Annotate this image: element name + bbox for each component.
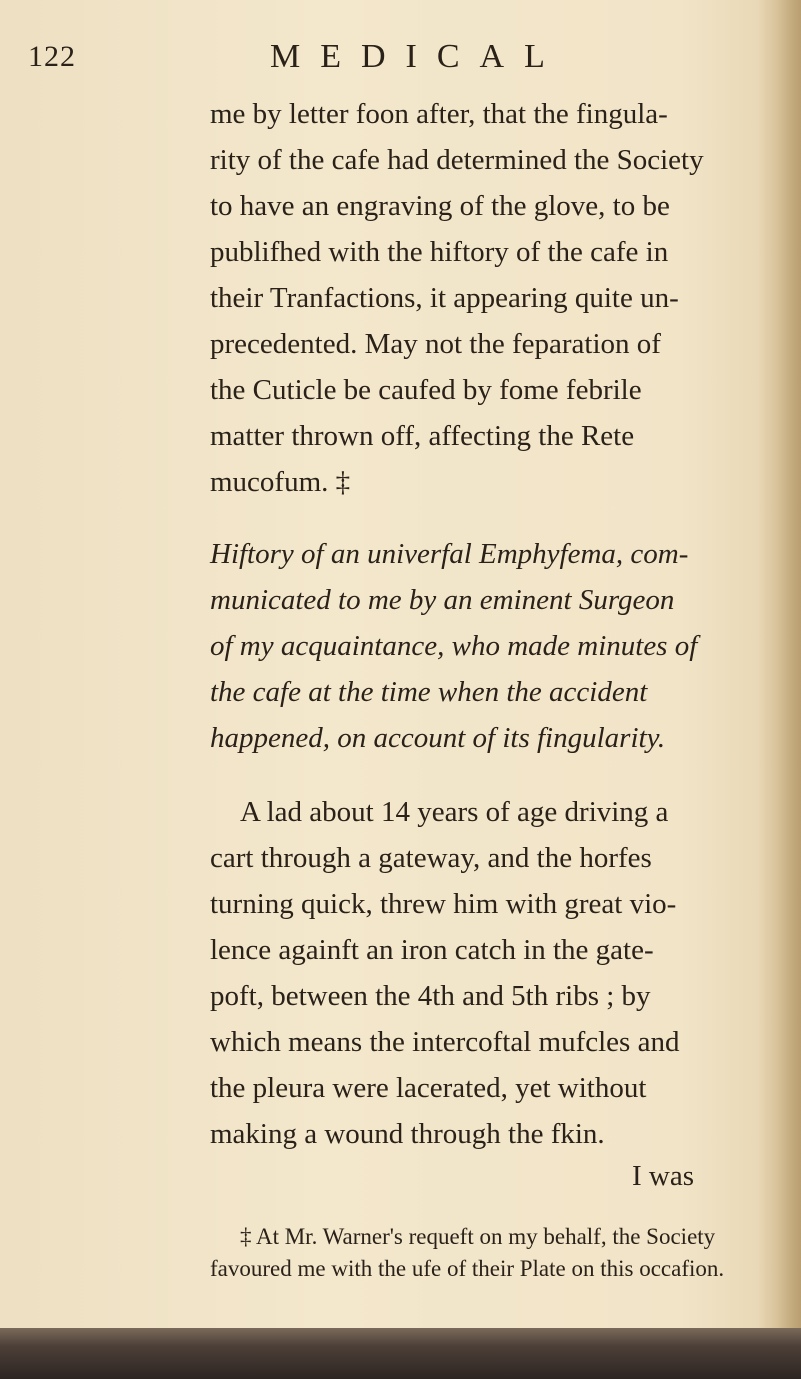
heading-line: the cafe at the time when the accident — [210, 676, 648, 708]
text-line: rity of the cafe had determined the Society — [210, 144, 704, 176]
text-line: their Tranfactions, it appearing quite un- — [210, 282, 679, 314]
heading-line: Hiftory of an univerfal Emphyfema, com- — [210, 538, 689, 570]
text-line: me by letter foon after, that the fingula- — [210, 98, 668, 130]
text-line: A lad about 14 years of age driving a — [240, 796, 669, 828]
page-bottom-edge — [0, 1328, 801, 1379]
heading-line: municated to me by an eminent Surgeon — [210, 584, 675, 616]
text-line: poft, between the 4th and 5th ribs ; by — [210, 980, 651, 1012]
text-line: publifhed with the hiftory of the cafe in — [210, 236, 669, 268]
text-line: lence againft an iron catch in the gate- — [210, 934, 654, 966]
text-line: to have an engraving of the glove, to be — [210, 190, 670, 222]
page-gutter — [759, 0, 801, 1379]
running-head: MEDICAL — [270, 38, 565, 75]
footnote-line: ‡ At Mr. Warner's requeft on my behalf, the Society — [240, 1224, 716, 1249]
footnote-line: favoured me with the ufe of their Plate on this occafion. — [210, 1256, 725, 1281]
text-line: matter thrown off, affecting the Rete — [210, 420, 635, 452]
text-line: precedented. May not the feparation of — [210, 328, 661, 360]
text-line: cart through a gateway, and the horfes — [210, 842, 652, 874]
text-line: mucofum. ‡ — [210, 466, 351, 498]
text-line: making a wound through the fkin. — [210, 1118, 605, 1150]
text-line: the Cuticle be caufed by fome febrile — [210, 374, 642, 406]
heading-line: happened, on account of its fingularity. — [210, 722, 666, 754]
text-line: the pleura were lacerated, yet without — [210, 1072, 647, 1104]
text-line: which means the intercoftal mufcles and — [210, 1026, 680, 1058]
catchword: I was — [632, 1160, 695, 1192]
heading-line: of my acquaintance, who made minutes of — [210, 630, 698, 662]
text-line: turning quick, threw him with great vio- — [210, 888, 677, 920]
page-number: 122 — [28, 40, 76, 73]
